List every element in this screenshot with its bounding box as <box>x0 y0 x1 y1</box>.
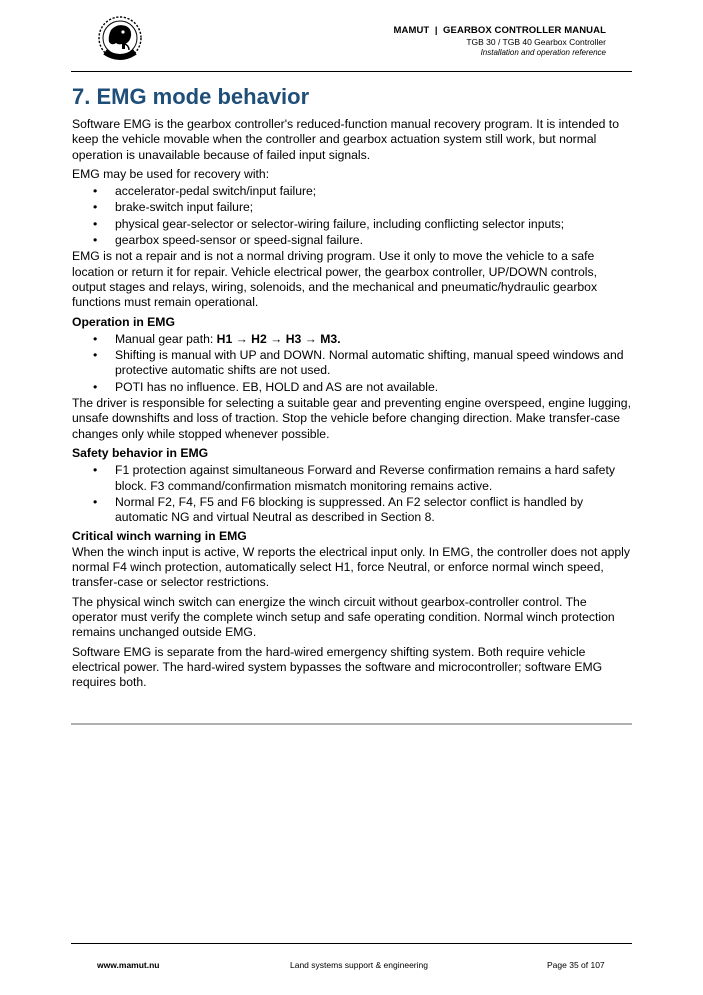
list-item: • physical gear-selector or selector-wiring failure, including conflicting selector inputs; <box>115 217 634 232</box>
footer-tagline: Land systems support & engineering <box>290 960 428 970</box>
list-item: • POTI has no influence. EB, HOLD and AS are not available. <box>115 380 634 395</box>
list-item: • gearbox speed-sensor or speed-signal failure. <box>115 233 634 248</box>
section-end-divider <box>71 723 632 725</box>
list-item: • Normal F2, F4, F5 and F6 blocking is suppressed. An F2 selector conflict is handled by automatic NG and virtual Neutral as described in Section 8. <box>115 495 634 526</box>
gear-path-label: Manual gear path: <box>115 331 217 346</box>
operation-heading: Operation in EMG <box>72 314 175 329</box>
winch-paragraph-2: The physical winch switch can energize the winch circuit without gearbox-controller control. The operator must verify the complete winch setup and safe operating condition. Normal winch protection remains unchanged outside EMG. <box>72 594 615 640</box>
header-divider <box>71 71 632 72</box>
footer-divider <box>71 943 632 944</box>
not-repair-paragraph: EMG is not a repair and is not a normal driving program. Use it only to move the vehicle to a safe location or return it for repair. Vehicle electrical power, the gearbox controller, UP/DOWN controls, output stages and relays, wiring, solenoids, and the mechanical and pneumatic/hydraulic gearbox functions must remain operational. <box>72 249 598 310</box>
list-item: • brake-switch input failure; <box>115 200 634 215</box>
intro-paragraph: Software EMG is the gearbox controller's reduced-function manual recovery program. It is intended to keep the vehicle movable when the controller and gearbox actuation system still work, but normal operation is unavailable because of failed input signals. <box>72 117 619 162</box>
mamut-logo <box>95 16 147 64</box>
controller-subtitle: TGB 30 / TGB 40 Gearbox Controller <box>466 37 606 48</box>
list-item: • F1 protection against simultaneous Forward and Reverse confirmation remains a hard safety block. F3 command/confirmation mismatch monitoring remains active. <box>115 463 634 494</box>
safety-list <box>72 463 634 525</box>
gear-path-value: H1 → H2 → H3 → M3. <box>216 331 341 346</box>
safety-heading: Safety behavior in EMG <box>72 445 209 460</box>
recovery-list <box>72 184 634 248</box>
main-content <box>72 80 634 694</box>
list-item: • accelerator-pedal switch/input failure; <box>115 184 634 199</box>
winch-paragraph-1: When the winch input is active, W reports the electrical input only. In EMG, the controller does not apply normal F4 winch protection, automatically select H1, force Neutral, or enforce normal winch speed, transfer-case or selector restrictions. <box>72 544 630 590</box>
reference-subtitle: Installation and operation reference <box>480 48 606 58</box>
section-title: 7. EMG mode behavior <box>72 84 310 109</box>
page-number: Page 35 of 107 <box>547 960 605 970</box>
manual-title: MAMUT | GEARBOX CONTROLLER MANUAL <box>393 25 606 36</box>
driver-paragraph: The driver is responsible for selecting a suitable gear and preventing engine overspeed, engine lugging, unsafe downshifts and loss of traction. Stop the vehicle before changing direction. Make transfer-case changes only while stopped whenever possible. <box>72 396 631 441</box>
winch-heading: Critical winch warning in EMG <box>72 529 247 544</box>
list-item <box>115 332 634 347</box>
header-block <box>393 25 606 59</box>
winch-paragraph-3: Software EMG is separate from the hard-wired emergency shifting system. Both require vehicle electrical power. The hard-wired system bypasses the software and microcontroller; software EMG requires both. <box>72 644 603 690</box>
list-item: • Shifting is manual with UP and DOWN. Normal automatic shifting, manual speed windows and protective automatic shifts are not used. <box>115 348 634 379</box>
footer-website: www.mamut.nu <box>97 960 160 970</box>
operation-list <box>72 332 634 395</box>
recovery-lead: EMG may be used for recovery with: <box>72 166 270 181</box>
